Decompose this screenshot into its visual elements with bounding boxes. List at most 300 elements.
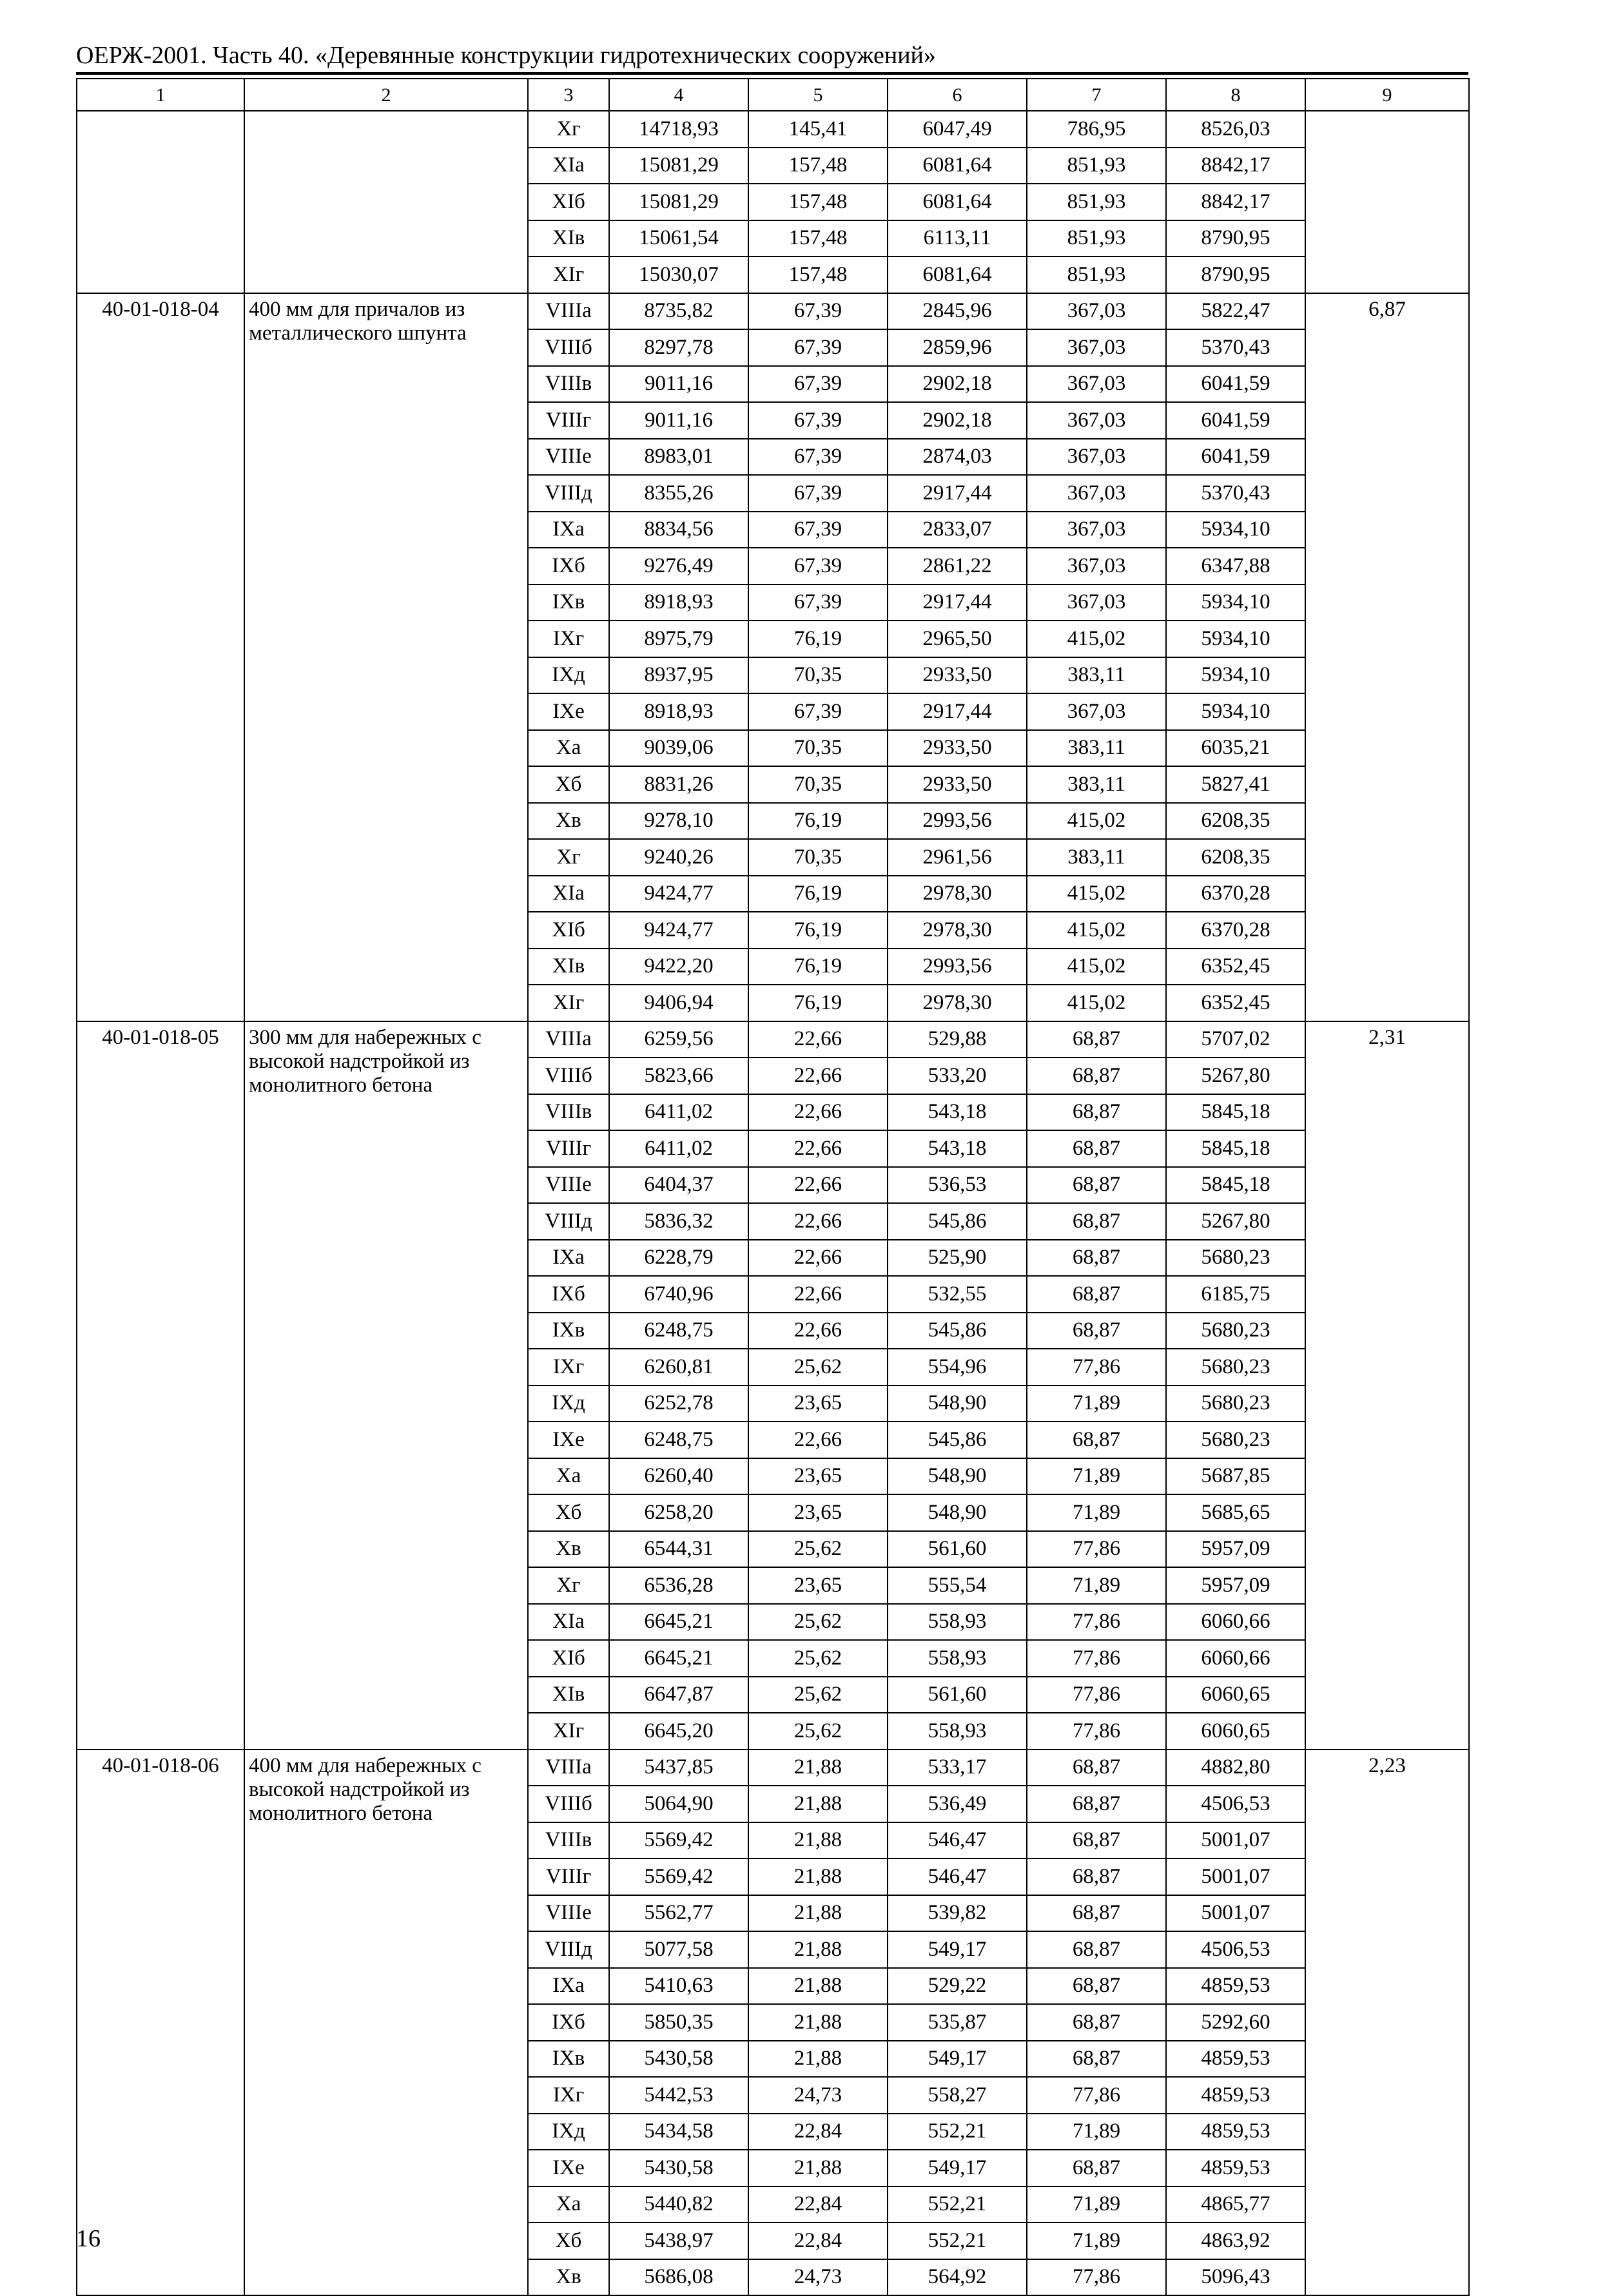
table-cell: 2861,22 <box>888 548 1027 584</box>
table-cell: 25,62 <box>748 1677 888 1713</box>
table-cell: VIIIд <box>528 1203 609 1240</box>
table-cell: 539,82 <box>888 1895 1027 1932</box>
table-cell: 4859,53 <box>1166 2041 1305 2078</box>
table-cell: 68,87 <box>1027 2004 1166 2041</box>
table-cell: 548,90 <box>888 1385 1027 1422</box>
table-cell: XIб <box>528 184 609 220</box>
table-cell: 5934,10 <box>1166 512 1305 548</box>
table-cell: 2993,56 <box>888 803 1027 840</box>
table-cell: 71,89 <box>1027 2186 1166 2223</box>
table-cell: 8937,95 <box>609 657 748 694</box>
table-cell: 23,65 <box>748 1458 888 1495</box>
table-cell: 15030,07 <box>609 256 748 293</box>
table-cell: 4865,77 <box>1166 2186 1305 2223</box>
table-cell: Xг <box>528 111 609 148</box>
table-cell: 67,39 <box>748 329 888 366</box>
table-cell: 2917,44 <box>888 584 1027 621</box>
table-cell: 5562,77 <box>609 1895 748 1932</box>
table-cell: 76,19 <box>748 912 888 949</box>
table-cell: 5836,32 <box>609 1203 748 1240</box>
table-cell: 25,62 <box>748 1640 888 1677</box>
table-cell: XIв <box>528 949 609 985</box>
table-cell: 5077,58 <box>609 1931 748 1968</box>
table-cell: 536,53 <box>888 1167 1027 1204</box>
table-cell: 22,84 <box>748 2114 888 2150</box>
table-cell: 8831,26 <box>609 766 748 803</box>
table-cell: 5001,07 <box>1166 1858 1305 1895</box>
table-cell: VIIIб <box>528 1057 609 1094</box>
table-cell: 543,18 <box>888 1094 1027 1131</box>
table-cell: 2902,18 <box>888 402 1027 439</box>
table-cell: 77,86 <box>1027 1349 1166 1385</box>
table-cell: 383,11 <box>1027 730 1166 767</box>
table-cell: 68,87 <box>1027 1021 1166 1058</box>
table-cell: XIв <box>528 1677 609 1713</box>
table-cell: 21,88 <box>748 1822 888 1859</box>
table-cell: XIа <box>528 876 609 912</box>
table-cell: 6047,49 <box>888 111 1027 148</box>
table-cell: 536,49 <box>888 1786 1027 1822</box>
table-cell: 5001,07 <box>1166 1822 1305 1859</box>
table-cell: 157,48 <box>748 184 888 220</box>
table-cell: 157,48 <box>748 148 888 184</box>
table-cell: 68,87 <box>1027 1240 1166 1277</box>
table-cell: 68,87 <box>1027 1858 1166 1895</box>
table-cell: 5934,10 <box>1166 621 1305 657</box>
table-cell: 5267,80 <box>1166 1057 1305 1094</box>
table-cell: 5845,18 <box>1166 1130 1305 1167</box>
table-cell: VIIIа <box>528 293 609 330</box>
table-cell: 25,62 <box>748 1604 888 1641</box>
table-cell: 367,03 <box>1027 293 1166 330</box>
table-cell: 23,65 <box>748 1385 888 1422</box>
table-cell: 545,86 <box>888 1422 1027 1458</box>
table-cell: 6041,59 <box>1166 439 1305 476</box>
table-cell: 6248,75 <box>609 1313 748 1349</box>
column-header: 1 <box>77 79 244 111</box>
table-cell: 22,66 <box>748 1203 888 1240</box>
table-cell: 6060,66 <box>1166 1640 1305 1677</box>
table-cell: 67,39 <box>748 439 888 476</box>
table-cell: VIIIа <box>528 1750 609 1786</box>
table-cell: 6041,59 <box>1166 366 1305 403</box>
table-cell: 558,27 <box>888 2077 1027 2114</box>
table-cell: IXе <box>528 1422 609 1458</box>
table-cell: 5680,23 <box>1166 1422 1305 1458</box>
table-cell: 5845,18 <box>1166 1167 1305 1204</box>
table-cell: 68,87 <box>1027 2041 1166 2078</box>
table-row <box>77 111 1469 148</box>
table-cell: 21,88 <box>748 1858 888 1895</box>
table-cell: Xв <box>528 2259 609 2296</box>
table-cell: 367,03 <box>1027 475 1166 512</box>
table-cell: 22,66 <box>748 1057 888 1094</box>
table-cell: VIIIг <box>528 1130 609 1167</box>
table-cell: 4859,53 <box>1166 2114 1305 2150</box>
table-cell: 70,35 <box>748 657 888 694</box>
table-cell: 5680,23 <box>1166 1313 1305 1349</box>
table-cell: 68,87 <box>1027 2150 1166 2186</box>
table-cell: 5569,42 <box>609 1858 748 1895</box>
table-cell: 22,66 <box>748 1240 888 1277</box>
table-cell: 6248,75 <box>609 1422 748 1458</box>
table-cell: 9424,77 <box>609 912 748 949</box>
table-cell: 2833,07 <box>888 512 1027 548</box>
table-cell: 5845,18 <box>1166 1094 1305 1131</box>
table-cell: 2902,18 <box>888 366 1027 403</box>
table-cell: 6208,35 <box>1166 803 1305 840</box>
table-cell: 6060,65 <box>1166 1677 1305 1713</box>
table-cell: 68,87 <box>1027 1822 1166 1859</box>
table-cell: 15061,54 <box>609 220 748 257</box>
table-cell: 15081,29 <box>609 184 748 220</box>
table-cell: 23,65 <box>748 1494 888 1531</box>
table-cell: 21,88 <box>748 1931 888 1968</box>
table-cell: VIIIв <box>528 1094 609 1131</box>
table-cell: 67,39 <box>748 402 888 439</box>
table-cell: 21,88 <box>748 2041 888 2078</box>
table-cell: IXг <box>528 2077 609 2114</box>
table-cell: 5687,85 <box>1166 1458 1305 1495</box>
table-cell: 4859,53 <box>1166 2077 1305 2114</box>
table-cell: 9424,77 <box>609 876 748 912</box>
table-cell: 8983,01 <box>609 439 748 476</box>
table-cell: IXе <box>528 693 609 730</box>
table-cell: 5686,08 <box>609 2259 748 2296</box>
table-cell: 5827,41 <box>1166 766 1305 803</box>
table-cell: IXе <box>528 2150 609 2186</box>
table-cell: 851,93 <box>1027 220 1166 257</box>
page-number: 16 <box>76 2225 101 2252</box>
table-cell: 546,47 <box>888 1822 1027 1859</box>
table-cell: 67,39 <box>748 512 888 548</box>
table-cell: 415,02 <box>1027 876 1166 912</box>
table-cell: 77,86 <box>1027 1713 1166 1750</box>
table-cell: VIIIд <box>528 475 609 512</box>
table-cell: IXг <box>528 1349 609 1385</box>
table-cell: VIIIе <box>528 439 609 476</box>
rate-description <box>244 111 528 293</box>
table-cell: 71,89 <box>1027 1458 1166 1495</box>
column-header: 7 <box>1027 79 1166 111</box>
table-cell: 68,87 <box>1027 1786 1166 1822</box>
table-cell: 68,87 <box>1027 1968 1166 2005</box>
table-cell: 6252,78 <box>609 1385 748 1422</box>
table-cell: 67,39 <box>748 475 888 512</box>
table-cell: 545,86 <box>888 1313 1027 1349</box>
table-cell: 5569,42 <box>609 1822 748 1859</box>
table-cell: 5680,23 <box>1166 1385 1305 1422</box>
table-cell: 22,66 <box>748 1167 888 1204</box>
table-cell: 529,88 <box>888 1021 1027 1058</box>
table-cell: 383,11 <box>1027 839 1166 876</box>
table-cell: 21,88 <box>748 1786 888 1822</box>
table-cell: 4882,80 <box>1166 1750 1305 1786</box>
table-cell: 21,88 <box>748 2150 888 2186</box>
table-row <box>77 293 1469 330</box>
table-cell: 2978,30 <box>888 912 1027 949</box>
table-cell: 6352,45 <box>1166 949 1305 985</box>
table-cell: IXа <box>528 512 609 548</box>
table-cell: 561,60 <box>888 1531 1027 1568</box>
table-cell: 2933,50 <box>888 657 1027 694</box>
table-cell: 367,03 <box>1027 548 1166 584</box>
table-cell: 2859,96 <box>888 329 1027 366</box>
table-cell: 6081,64 <box>888 256 1027 293</box>
table-cell: 6352,45 <box>1166 985 1305 1021</box>
table-cell: 367,03 <box>1027 402 1166 439</box>
table-cell: 549,17 <box>888 2150 1027 2186</box>
table-cell: 157,48 <box>748 220 888 257</box>
rate-description: 400 мм для причалов из металлического шпунта <box>244 293 528 1021</box>
table-cell: 5442,53 <box>609 2077 748 2114</box>
table-cell: IXв <box>528 2041 609 2078</box>
rate-col9: 2,23 <box>1305 1750 1469 2296</box>
table-cell: IXг <box>528 621 609 657</box>
table-cell: 22,84 <box>748 2223 888 2259</box>
table-cell: VIIIг <box>528 402 609 439</box>
table-cell: 9276,49 <box>609 548 748 584</box>
table-cell: 6260,81 <box>609 1349 748 1385</box>
table-cell: 71,89 <box>1027 2223 1166 2259</box>
table-cell: XIб <box>528 912 609 949</box>
table-cell: IXб <box>528 548 609 584</box>
table-cell: 68,87 <box>1027 1203 1166 1240</box>
column-header: 2 <box>244 79 528 111</box>
table-cell: IXа <box>528 1968 609 2005</box>
table-cell: VIIIб <box>528 329 609 366</box>
rate-col9 <box>1305 111 1469 293</box>
table-cell: 6041,59 <box>1166 402 1305 439</box>
rate-code: 40-01-018-06 <box>77 1750 244 2296</box>
table-cell: 8918,93 <box>609 693 748 730</box>
table-cell: 76,19 <box>748 621 888 657</box>
table-cell: 5707,02 <box>1166 1021 1305 1058</box>
table-cell: 5096,43 <box>1166 2259 1305 2296</box>
table-cell: 25,62 <box>748 1531 888 1568</box>
table-cell: VIIIд <box>528 1931 609 1968</box>
table-cell: 22,66 <box>748 1021 888 1058</box>
table-cell: 8526,03 <box>1166 111 1305 148</box>
table-cell: IXд <box>528 657 609 694</box>
table-cell: 6035,21 <box>1166 730 1305 767</box>
table-cell: 545,86 <box>888 1203 1027 1240</box>
table-cell: Xв <box>528 803 609 840</box>
table-cell: VIIIа <box>528 1021 609 1058</box>
table-cell: XIб <box>528 1640 609 1677</box>
table-cell: 533,17 <box>888 1750 1027 1786</box>
table-cell: 535,87 <box>888 2004 1027 2041</box>
table-cell: 8735,82 <box>609 293 748 330</box>
table-cell: 5001,07 <box>1166 1895 1305 1932</box>
table-cell: 67,39 <box>748 548 888 584</box>
table-cell: 5957,09 <box>1166 1567 1305 1604</box>
table-cell: XIа <box>528 148 609 184</box>
table-body <box>77 79 1469 2295</box>
table-cell: 4859,53 <box>1166 1968 1305 2005</box>
table-cell: VIIIе <box>528 1895 609 1932</box>
table-cell: 529,22 <box>888 1968 1027 2005</box>
table-cell: 2933,50 <box>888 730 1027 767</box>
table-cell: 5437,85 <box>609 1750 748 1786</box>
table-cell: 2961,56 <box>888 839 1027 876</box>
table-cell: 564,92 <box>888 2259 1027 2296</box>
table-cell: 4506,53 <box>1166 1786 1305 1822</box>
table-cell: 5370,43 <box>1166 329 1305 366</box>
table-cell: 21,88 <box>748 1750 888 1786</box>
table-cell: 555,54 <box>888 1567 1027 1604</box>
table-row <box>77 1750 1469 1786</box>
table-cell: 21,88 <box>748 1968 888 2005</box>
table-cell: 2845,96 <box>888 293 1027 330</box>
table-cell: 6544,31 <box>609 1531 748 1568</box>
table-cell: 2993,56 <box>888 949 1027 985</box>
table-cell: 2965,50 <box>888 621 1027 657</box>
table-cell: 24,73 <box>748 2077 888 2114</box>
table-cell: 383,11 <box>1027 657 1166 694</box>
table-cell: 548,90 <box>888 1458 1027 1495</box>
table-cell: 415,02 <box>1027 803 1166 840</box>
table-cell: 543,18 <box>888 1130 1027 1167</box>
table-cell: 68,87 <box>1027 1130 1166 1167</box>
table-cell: Xг <box>528 1567 609 1604</box>
table-cell: 6228,79 <box>609 1240 748 1277</box>
table-cell: 851,93 <box>1027 148 1166 184</box>
table-cell: 68,87 <box>1027 1895 1166 1932</box>
table-cell: 14718,93 <box>609 111 748 148</box>
table-cell: 157,48 <box>748 256 888 293</box>
rate-description: 300 мм для набережных с высокой надстройкой из монолитного бетона <box>244 1021 528 1750</box>
table-cell: 67,39 <box>748 584 888 621</box>
table-cell: 6645,20 <box>609 1713 748 1750</box>
table-cell: 5267,80 <box>1166 1203 1305 1240</box>
table-cell: 5064,90 <box>609 1786 748 1822</box>
table-cell: 70,35 <box>748 730 888 767</box>
table-cell: 6185,75 <box>1166 1276 1305 1313</box>
table-cell: 533,20 <box>888 1057 1027 1094</box>
table-cell: 71,89 <box>1027 1385 1166 1422</box>
table-cell: 6645,21 <box>609 1604 748 1641</box>
table-cell: 415,02 <box>1027 985 1166 1021</box>
table-cell: 77,86 <box>1027 2259 1166 2296</box>
table-cell: 554,96 <box>888 1349 1027 1385</box>
table-cell: 6404,37 <box>609 1167 748 1204</box>
column-header: 4 <box>609 79 748 111</box>
table-cell: 77,86 <box>1027 1677 1166 1713</box>
rate-code: 40-01-018-04 <box>77 293 244 1021</box>
column-header: 3 <box>528 79 609 111</box>
table-cell: IXв <box>528 584 609 621</box>
table-cell: 552,21 <box>888 2186 1027 2223</box>
table-cell: 68,87 <box>1027 1167 1166 1204</box>
table-cell: 851,93 <box>1027 184 1166 220</box>
table-cell: 9039,06 <box>609 730 748 767</box>
table-cell: 22,66 <box>748 1276 888 1313</box>
table-cell: 6370,28 <box>1166 876 1305 912</box>
table-cell: 8842,17 <box>1166 184 1305 220</box>
table-cell: 558,93 <box>888 1640 1027 1677</box>
table-cell: 8975,79 <box>609 621 748 657</box>
table-cell: VIIIв <box>528 1822 609 1859</box>
table-cell: 6645,21 <box>609 1640 748 1677</box>
table-cell: 2933,50 <box>888 766 1027 803</box>
table-cell: 6081,64 <box>888 184 1027 220</box>
table-cell: VIIIг <box>528 1858 609 1895</box>
table-cell: 546,47 <box>888 1858 1027 1895</box>
table-cell: VIIIв <box>528 366 609 403</box>
table-row <box>77 1021 1469 1058</box>
table-cell: 71,89 <box>1027 1567 1166 1604</box>
table-cell: 8842,17 <box>1166 148 1305 184</box>
table-cell: 548,90 <box>888 1494 1027 1531</box>
table-cell: 68,87 <box>1027 1313 1166 1349</box>
table-cell: VIIIб <box>528 1786 609 1822</box>
table-cell: IXв <box>528 1313 609 1349</box>
table-cell: IXд <box>528 1385 609 1422</box>
table-cell: 367,03 <box>1027 366 1166 403</box>
table-cell: Xа <box>528 2186 609 2223</box>
table-cell: 532,55 <box>888 1276 1027 1313</box>
header-divider <box>76 72 1468 75</box>
table-cell: 9422,20 <box>609 949 748 985</box>
table-cell: XIа <box>528 1604 609 1641</box>
table-cell: 5440,82 <box>609 2186 748 2223</box>
table-cell: 6258,20 <box>609 1494 748 1531</box>
rates-table <box>76 78 1470 2296</box>
table-cell: 8790,95 <box>1166 256 1305 293</box>
table-cell: 525,90 <box>888 1240 1027 1277</box>
table-cell: 2978,30 <box>888 876 1027 912</box>
table-cell: 24,73 <box>748 2259 888 2296</box>
table-cell: 68,87 <box>1027 1276 1166 1313</box>
rate-col9: 6,87 <box>1305 293 1469 1021</box>
table-cell: 4859,53 <box>1166 2150 1305 2186</box>
table-cell: Xа <box>528 730 609 767</box>
table-cell: 9011,16 <box>609 366 748 403</box>
table-cell: 415,02 <box>1027 621 1166 657</box>
table-cell: 5957,09 <box>1166 1531 1305 1568</box>
table-cell: 6208,35 <box>1166 839 1305 876</box>
table-cell: 77,86 <box>1027 1604 1166 1641</box>
table-cell: Xб <box>528 2223 609 2259</box>
table-cell: 6647,87 <box>609 1677 748 1713</box>
table-cell: 21,88 <box>748 1895 888 1932</box>
table-cell: 6411,02 <box>609 1094 748 1131</box>
page-header: ОЕРЖ-2001. Часть 40. «Деревянные конструкции гидротехнических сооружений» <box>76 42 936 69</box>
table-cell: 5680,23 <box>1166 1349 1305 1385</box>
table-cell: VIIIе <box>528 1167 609 1204</box>
table-cell: 367,03 <box>1027 439 1166 476</box>
column-header: 9 <box>1305 79 1469 111</box>
rate-description: 400 мм для набережных с высокой надстройкой из монолитного бетона <box>244 1750 528 2296</box>
table-cell: 67,39 <box>748 366 888 403</box>
rate-col9: 2,31 <box>1305 1021 1469 1750</box>
table-cell: 9011,16 <box>609 402 748 439</box>
table-cell: IXб <box>528 1276 609 1313</box>
table-cell: 76,19 <box>748 985 888 1021</box>
table-cell: 549,17 <box>888 2041 1027 2078</box>
table-cell: Xв <box>528 1531 609 1568</box>
table-cell: 71,89 <box>1027 1494 1166 1531</box>
rate-code <box>77 111 244 293</box>
table-cell: 5438,97 <box>609 2223 748 2259</box>
table-cell: 22,66 <box>748 1422 888 1458</box>
column-header: 8 <box>1166 79 1305 111</box>
table-cell: 6536,28 <box>609 1567 748 1604</box>
table-header-row <box>77 79 1469 111</box>
table-cell: Xг <box>528 839 609 876</box>
table-cell: 68,87 <box>1027 1057 1166 1094</box>
